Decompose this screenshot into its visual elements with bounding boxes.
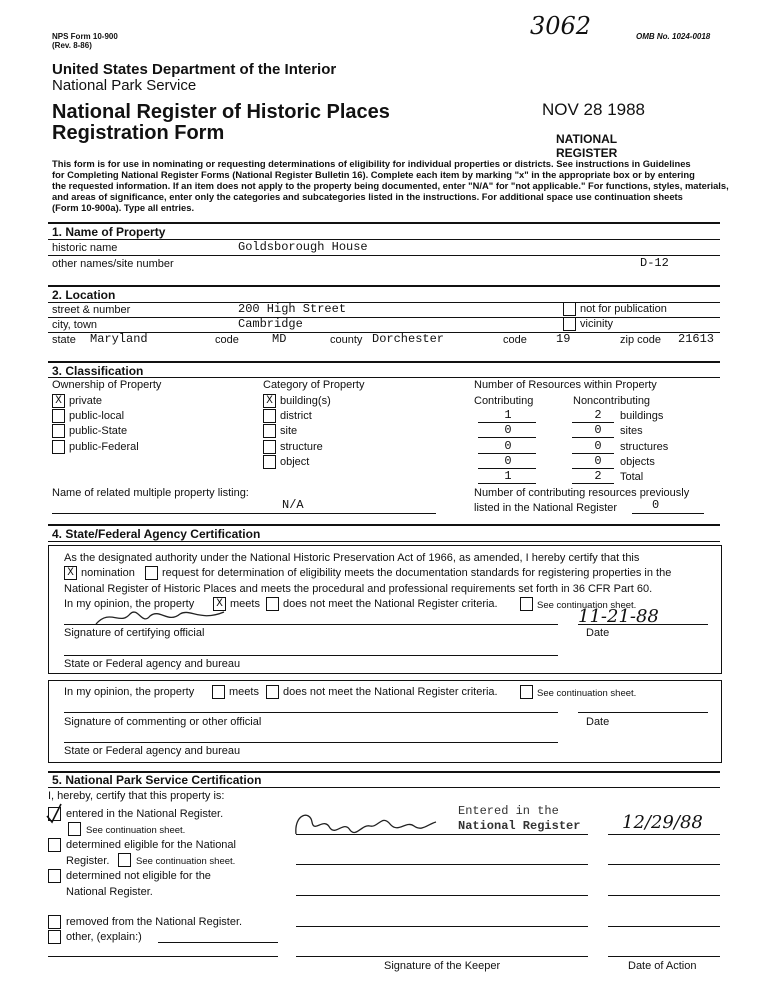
other-label: other, (explain:) [66, 931, 142, 943]
category-structure-checkbox[interactable] [263, 440, 276, 454]
resource-label-sites: sites [620, 425, 643, 437]
opinion-label: In my opinion, the property [64, 598, 195, 610]
commenting-date-label: Date [586, 716, 610, 728]
category-district-checkbox[interactable] [263, 409, 276, 423]
form-title-line2: Registration Form [52, 122, 225, 144]
historic-name-value[interactable]: Goldsborough House [238, 240, 368, 254]
form-revision: (Rev. 8-86) [52, 41, 92, 50]
divider [158, 942, 278, 943]
city-label: city, town [52, 319, 98, 331]
divider [48, 541, 720, 542]
state-code-label: code [215, 334, 239, 346]
zip-label: zip code [620, 334, 661, 346]
not-eligible-label-2: National Register. [66, 886, 153, 898]
county-code-label: code [503, 334, 527, 346]
does-not-meet-checkbox[interactable] [266, 597, 279, 611]
contributing-sites[interactable]: 0 [504, 423, 512, 437]
entered-label: entered in the National Register. [66, 808, 224, 820]
divider [608, 926, 720, 927]
contributing-structures[interactable]: 0 [504, 439, 512, 453]
ownership-public-state-checkbox[interactable] [52, 424, 65, 438]
divider [48, 361, 720, 363]
ownership-private-label: private [69, 395, 103, 407]
see-continuation2-checkbox[interactable] [520, 685, 533, 699]
handwritten-check-icon [44, 802, 64, 824]
ownership-public-state-label: public-State [69, 425, 128, 437]
ownership-public-federal-label: public-Federal [69, 441, 139, 453]
other-checkbox[interactable] [48, 930, 61, 944]
divider [48, 239, 720, 240]
resource-label-structures: structures [620, 441, 669, 453]
category-heading: Category of Property [263, 379, 365, 391]
received-stamp [556, 132, 617, 160]
previously-listed-label-2: listed in the National Register [474, 502, 618, 514]
instructions-line: (Form 10-900a). Type all entries. [52, 202, 195, 213]
keeper-signature-label: Signature of the Keeper [384, 960, 501, 972]
divider [608, 864, 720, 865]
not-eligible-checkbox[interactable] [48, 869, 61, 883]
street-value[interactable]: 200 High Street [238, 302, 347, 316]
divider [64, 624, 558, 625]
divider [48, 377, 720, 378]
nomination-checkbox[interactable]: X [64, 566, 77, 580]
resource-label-buildings: buildings [620, 410, 664, 422]
request-determination-label: request for determination of eligibility meets the documentation standards for registering properties in the [162, 567, 672, 579]
removed-label: removed from the National Register. [66, 916, 243, 928]
divider [608, 834, 720, 835]
divider [578, 712, 708, 713]
noncontributing-structures[interactable]: 0 [594, 439, 602, 453]
certifying-date-label: Date [586, 627, 610, 639]
category-site-label: site [280, 425, 298, 437]
vicinity-checkbox[interactable] [563, 317, 576, 331]
divider [296, 834, 588, 835]
divider [64, 712, 558, 713]
county-value[interactable]: Dorchester [372, 332, 445, 346]
cert-para-line3: National Register of Historic Places and meets the procedural and professional requirements set forth in 36 CFR Part 60. [64, 583, 653, 595]
state-value[interactable]: Maryland [90, 332, 148, 346]
resource-label-objects: objects [620, 456, 655, 468]
entered-stamp-line-2: National Register [458, 819, 581, 833]
noncontributing-buildings[interactable]: 2 [594, 408, 602, 422]
omb-number: OMB No. 1024-0018 [636, 32, 711, 41]
other-names-label: other names/site number [52, 258, 174, 270]
does-not-meet2-checkbox[interactable] [266, 685, 279, 699]
divider [296, 926, 588, 927]
divider [478, 483, 536, 484]
divider [48, 317, 720, 318]
contributing-heading: Contributing [474, 395, 534, 407]
handwritten-reference-number: 3062 [530, 12, 592, 40]
multiple-property-value[interactable]: N/A [282, 498, 304, 512]
agency-label: State or Federal agency and bureau [64, 658, 241, 670]
multiple-property-label: Name of related multiple property listing: [52, 487, 249, 499]
ownership-public-local-label: public-local [69, 410, 125, 422]
service-name: National Park Service [52, 77, 197, 94]
determined-eligible-checkbox[interactable] [48, 838, 61, 852]
contributing-buildings[interactable]: 1 [504, 408, 512, 422]
contributing-total[interactable]: 1 [504, 469, 512, 483]
not-eligible-label: determined not eligible for the [66, 870, 211, 882]
nps-intro: I, hereby, certify that this property is: [48, 790, 225, 802]
previously-listed-value[interactable]: 0 [652, 498, 660, 512]
divider [578, 624, 708, 625]
divider [572, 437, 614, 438]
vicinity-label: vicinity [580, 318, 614, 330]
section-1-heading: 1. Name of Property [52, 225, 166, 239]
ownership-heading: Ownership of Property [52, 379, 162, 391]
divider [48, 285, 720, 287]
county-label: county [330, 334, 363, 346]
noncontributing-total[interactable]: 2 [594, 469, 602, 483]
divider [572, 483, 614, 484]
date-of-action-value: 12/29/88 [622, 812, 703, 833]
section-3-heading: 3. Classification [52, 364, 144, 378]
received-stamp-date: NOV 28 1988 [542, 100, 646, 119]
historic-name-label: historic name [52, 242, 118, 254]
divider [632, 513, 704, 514]
site-number-value[interactable]: D-12 [640, 256, 669, 270]
instructions-line: the requested information. If an item does not apply to the property being documented, enter "N/A" for "not applicable." For functions, styles, materials, [52, 180, 729, 191]
divider [608, 956, 720, 957]
category-site-checkbox[interactable] [263, 424, 276, 438]
section-4-heading: 4. State/Federal Agency Certification [52, 527, 261, 541]
section-2-heading: 2. Location [52, 288, 116, 302]
ownership-public-federal-checkbox[interactable] [52, 440, 65, 454]
street-label: street & number [52, 304, 131, 316]
divider [64, 655, 558, 656]
divider [48, 956, 278, 957]
does-not-meet2-label: does not meet the National Register criteria. [283, 686, 498, 698]
form-title [52, 102, 390, 144]
noncontributing-objects[interactable]: 0 [594, 454, 602, 468]
meets-label: meets [230, 598, 260, 610]
agency2-label: State or Federal agency and bureau [64, 745, 241, 757]
contributing-objects[interactable]: 0 [504, 454, 512, 468]
zip-value[interactable]: 21613 [678, 332, 715, 346]
divider [48, 222, 720, 224]
category-object-label: object [280, 456, 310, 468]
certification-date-value: 11-21-88 [578, 606, 659, 627]
entered-continuation-checkbox[interactable] [68, 822, 81, 836]
keeper-signature [290, 806, 440, 842]
noncontributing-sites[interactable]: 0 [594, 423, 602, 437]
date-of-action-label: Date of Action [628, 960, 697, 972]
instructions-line: This form is for use in nominating or requesting determinations of eligibility for individual properties or districts. See instructions in Guidelines [52, 158, 691, 169]
noncontributing-heading: Noncontributing [573, 395, 651, 407]
category-building-checkbox[interactable]: X [263, 394, 276, 408]
county-code-value[interactable]: 19 [556, 332, 571, 346]
form-number: NPS Form 10-900 [52, 32, 118, 41]
cert-para-line1: As the designated authority under the National Historic Preservation Act of 1966, as amended, I hereby certify that this [64, 552, 640, 564]
resources-heading: Number of Resources within Property [474, 379, 657, 391]
state-label: state [52, 334, 76, 346]
not-for-publication-label: not for publication [580, 303, 667, 315]
divider [608, 895, 720, 896]
divider [48, 524, 720, 526]
form-title-line1: National Register of Historic Places [52, 101, 390, 123]
divider [64, 742, 558, 743]
department-name: United States Department of the Interior [52, 61, 337, 78]
not-for-publication-checkbox[interactable] [563, 302, 576, 316]
request-determination-checkbox[interactable] [145, 566, 158, 580]
certifying-signature-label: Signature of certifying official [64, 627, 205, 639]
nomination-label: nomination [81, 567, 135, 579]
entered-register-stamp [458, 804, 580, 834]
category-object-checkbox[interactable] [263, 455, 276, 469]
see-continuation-checkbox[interactable] [520, 597, 533, 611]
divider [296, 864, 588, 865]
determined-eligible-label-2: Register. [66, 855, 110, 867]
divider [52, 513, 436, 514]
divider [296, 956, 588, 957]
ownership-private-checkbox[interactable]: X [52, 394, 65, 408]
divider [48, 787, 720, 788]
opinion2-label: In my opinion, the property [64, 686, 195, 698]
ownership-public-local-checkbox[interactable] [52, 409, 65, 423]
category-district-label: district [280, 410, 312, 422]
category-building-label: building(s) [280, 395, 331, 407]
meets2-checkbox[interactable] [212, 685, 225, 699]
see-continuation2-label: See continuation sheet. [537, 688, 637, 699]
stamp-line-2: REGISTER [556, 146, 618, 160]
stamp-line-1: NATIONAL [556, 132, 618, 146]
meets2-label: meets [229, 686, 259, 698]
eligible-continuation-label: See continuation sheet. [136, 856, 236, 867]
commenting-signature-label: Signature of commenting or other official [64, 716, 262, 728]
see-continuation-label: See continuation sheet. [537, 600, 637, 611]
meets-checkbox[interactable]: X [213, 597, 226, 611]
instructions-line: and areas of significance, enter only the categories and subcategories listed in the instructions. For additional space use continuation sheets [52, 191, 683, 202]
determined-eligible-label: determined eligible for the National [66, 839, 236, 851]
divider [48, 255, 720, 256]
eligible-continuation-checkbox[interactable] [118, 853, 131, 867]
divider [296, 895, 588, 896]
instructions-paragraph [52, 158, 732, 213]
entered-continuation-label: See continuation sheet. [86, 825, 186, 836]
state-code-value[interactable]: MD [272, 332, 287, 346]
city-value[interactable]: Cambridge [238, 317, 303, 331]
section-5-heading: 5. National Park Service Certification [52, 773, 262, 787]
instructions-line: for Completing National Register Forms (National Register Bulletin 16). Complete each item by marking "x" in the appropriate box or by entering [52, 169, 695, 180]
previously-listed-label-1: Number of contributing resources previously [474, 487, 690, 499]
divider [478, 437, 536, 438]
does-not-meet-label: does not meet the National Register criteria. [283, 598, 498, 610]
resource-label-total: Total [620, 471, 644, 483]
entered-stamp-line-1: Entered in the [458, 804, 559, 818]
removed-checkbox[interactable] [48, 915, 61, 929]
category-structure-label: structure [280, 441, 323, 453]
form-id [52, 32, 118, 50]
